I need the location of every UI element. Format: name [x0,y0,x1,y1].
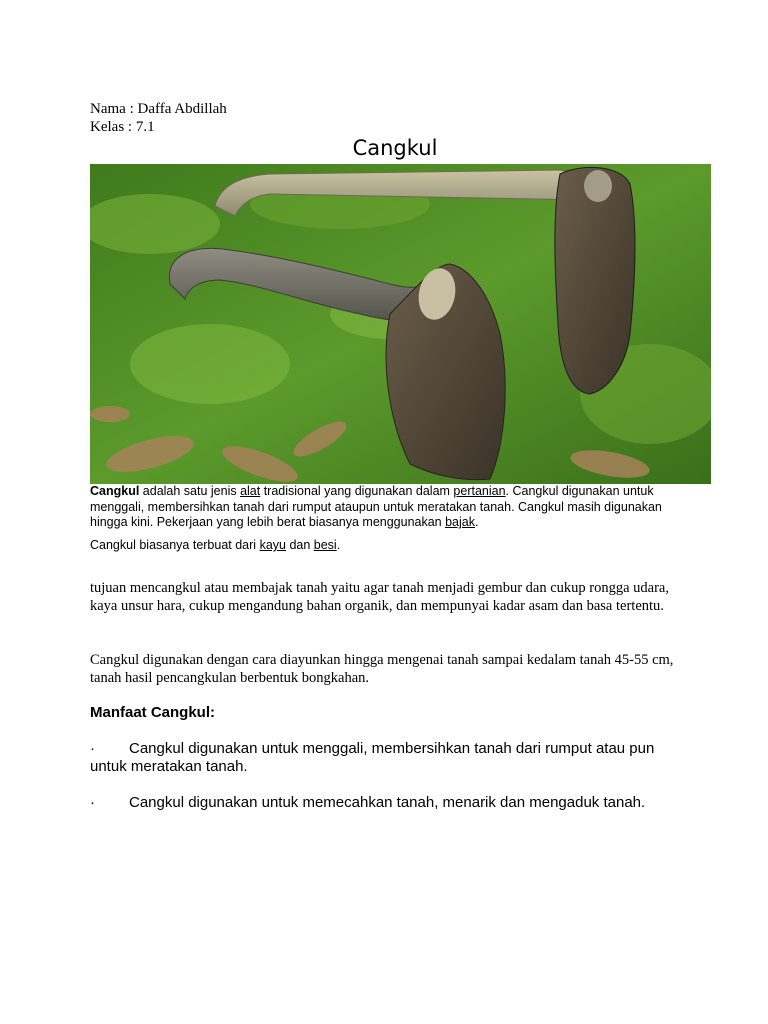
page-title: Cangkul [352,136,438,160]
link-alat[interactable]: alat [240,484,261,498]
student-info [90,100,227,136]
purpose-paragraph: tujuan mencangkul atau membajak tanah yaitu agar tanah menjadi gembur dan cukup rongga udara, kaya unsur hara, cukup mengandung bahan organik, dan mempunyai kadar asam dan basa tertentu. [90,580,669,614]
bullet-symbol: · [90,740,95,757]
benefit-item-1 [90,740,690,776]
intro-paragraph [90,484,690,531]
student-name: Nama : Daffa Abdillah [90,101,227,117]
usage-paragraph: Cangkul digunakan dengan cara diayunkan hingga mengenai tanah sampai kedalam tanah 45-55 cm, tanah hasil pencangkulan berbentuk bongkahan. [90,652,674,686]
intro-term: Cangkul [90,484,140,498]
link-besi[interactable]: besi [313,538,337,552]
benefit-text-1: Cangkul digunakan untuk menggali, membersihkan tanah dari rumput atau pun untuk meratakan tanah. [90,740,655,775]
intro-text-3: . Cangkul digunakan untuk menggali, membersihkan tanah dari rumput ataupun untuk meratakan tanah. Cangkul masih digunakan hingga kini. Pekerjaan yang lebih berat biasanya menggunakan [90,484,662,529]
benefits-heading: Manfaat Cangkul: [90,704,216,721]
material-text-3: . [336,538,341,552]
material-paragraph [90,538,690,553]
material-text-1: Cangkul biasanya terbuat dari [90,538,260,552]
student-class: Kelas : 7.1 [90,119,155,135]
intro-text-4: . [475,515,479,529]
material-text-2: dan [285,538,314,552]
bullet-symbol: · [90,794,95,811]
intro-text-1: adalah satu jenis [139,484,241,498]
link-bajak[interactable]: bajak [445,515,475,529]
intro-text-2: tradisional yang digunakan dalam [260,484,454,498]
benefit-text-2: Cangkul digunakan untuk memecahkan tanah, menarik dan mengaduk tanah. [129,794,646,811]
link-kayu[interactable]: kayu [259,538,286,552]
link-pertanian[interactable]: pertanian [453,484,506,498]
benefit-item-2 [90,794,690,812]
hoe-photo [90,164,711,484]
